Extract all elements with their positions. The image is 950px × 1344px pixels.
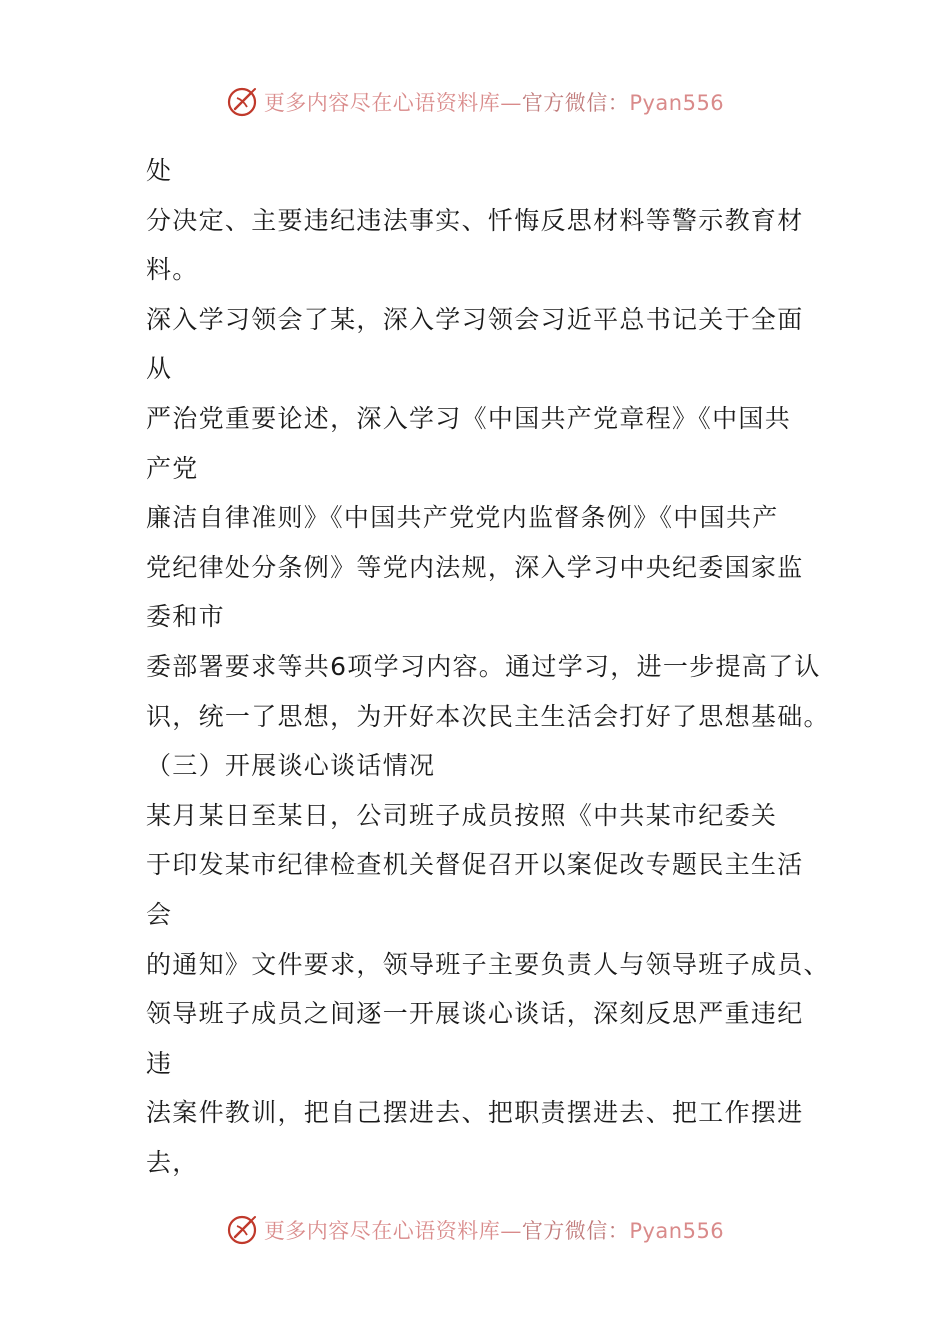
text-line: 领导班子成员之间逐一开展谈心谈话，深刻反思严重违纪 <box>146 999 804 1029</box>
text-line: 产党 <box>146 453 199 483</box>
document-body <box>146 146 830 1187</box>
pen-logo-icon <box>226 1213 260 1247</box>
text-line: 深入学习领会了某，深入学习领会习近平总书记关于全面 <box>146 304 804 334</box>
text-line: 去， <box>146 1147 199 1177</box>
text-line: 法案件教训，把自己摆进去、把职责摆进去、把工作摆进 <box>146 1098 804 1128</box>
text-line: 从 <box>146 354 173 384</box>
text-line: 违 <box>146 1048 173 1078</box>
text-line: 识，统一了思想，为开好本次民主生活会打好了思想基础。 <box>146 701 830 731</box>
text-line: 党纪律处分条例》等党内法规，深入学习中央纪委国家监 <box>146 552 804 582</box>
section-heading: （三）开展谈心谈话情况 <box>146 751 436 781</box>
banner-text: 更多内容尽在心语资料库—官方微信：Pyan556 <box>263 1219 725 1243</box>
footer-watermark-banner <box>0 1210 950 1250</box>
text-line: 廉洁自律准则》《中国共产党党内监督条例》《中国共产 <box>146 503 779 533</box>
pen-logo-icon <box>226 85 260 119</box>
text-line: 某月某日至某日，公司班子成员按照《中共某市纪委关 <box>146 800 778 830</box>
text-line: 分决定、主要违纪违法事实、忏悔反思材料等警示教育材 <box>146 205 804 235</box>
text-line: 会 <box>146 899 173 929</box>
text-line: 处 <box>146 156 173 185</box>
text-line: 委部署要求等共6项学习内容。通过学习，进一步提高了认 <box>146 651 821 681</box>
text-line: 委和市 <box>146 602 225 632</box>
text-line: 于印发某市纪律检查机关督促召开以案促改专题民主生活 <box>146 850 804 880</box>
header-watermark-banner <box>0 82 950 122</box>
banner-text: 更多内容尽在心语资料库—官方微信：Pyan556 <box>263 91 725 115</box>
text-line: 料。 <box>146 255 199 285</box>
text-line: 的通知》文件要求，领导班子主要负责人与领导班子成员、 <box>146 949 830 979</box>
text-line: 严治党重要论述，深入学习《中国共产党章程》《中国共 <box>146 403 792 433</box>
